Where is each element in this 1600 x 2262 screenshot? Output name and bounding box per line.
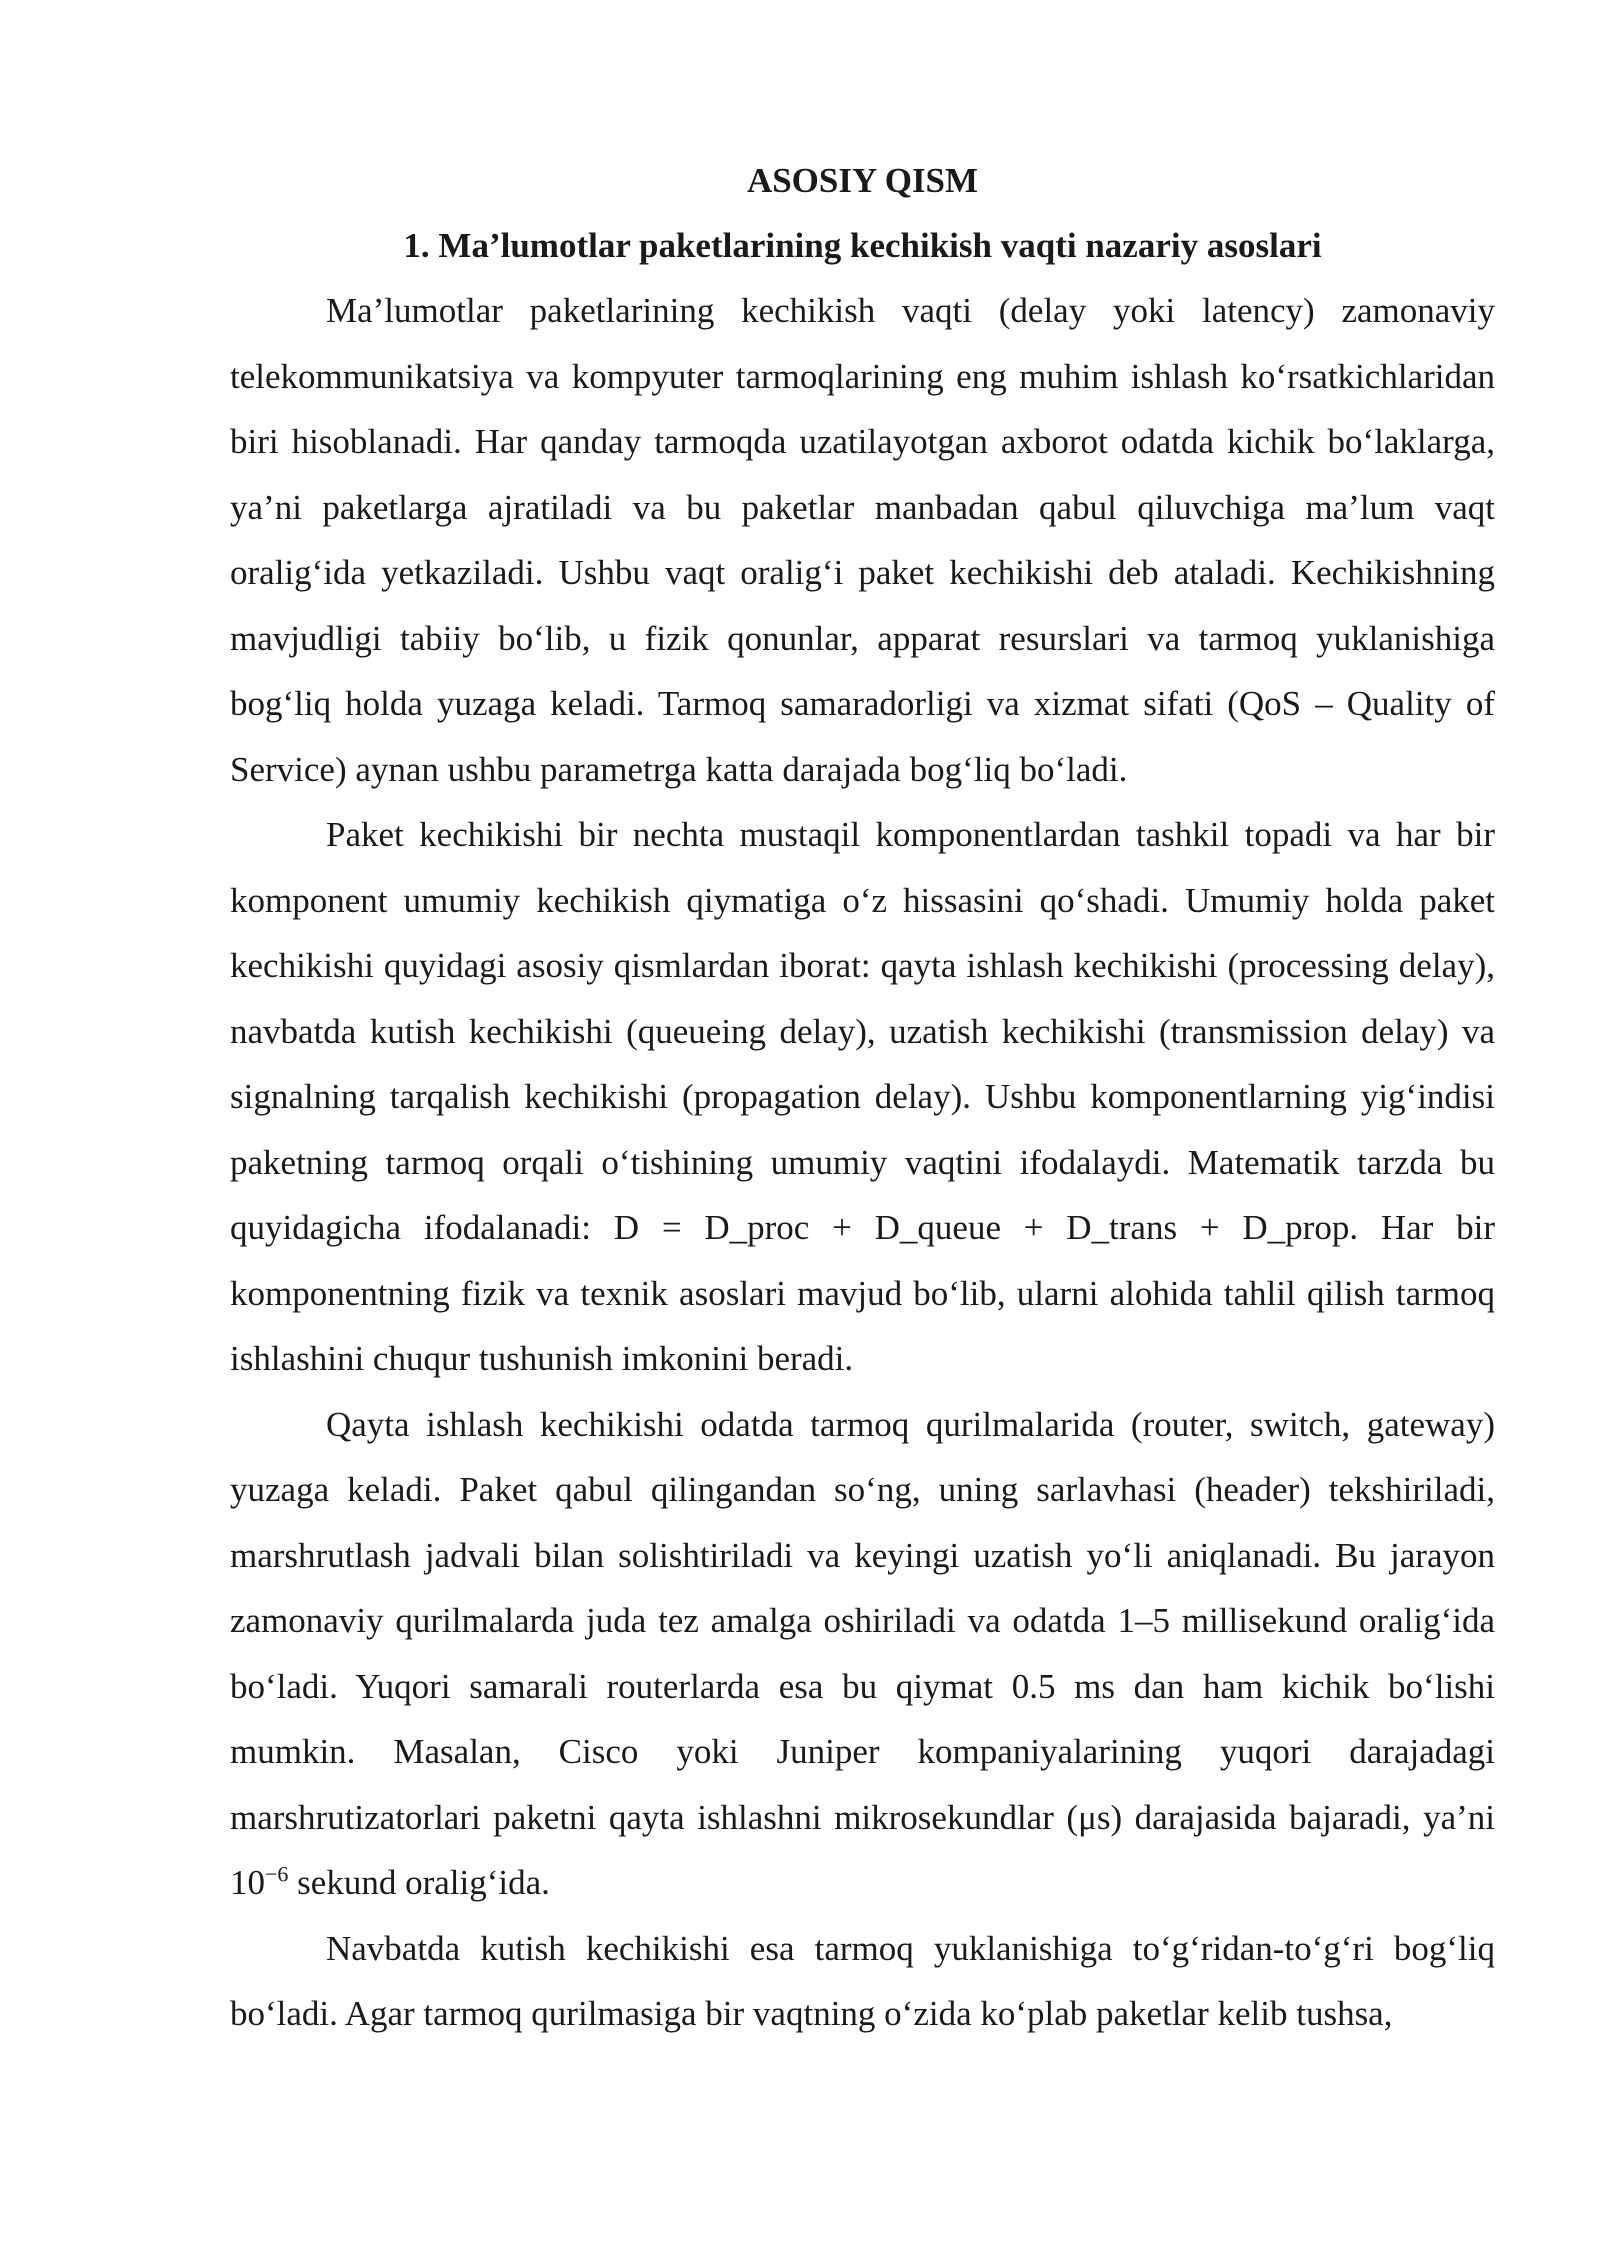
section-heading: 1. Ma’lumotlar paketlarining kechikish vaqti nazariy asoslari bbox=[403, 226, 1322, 265]
paragraph-3 bbox=[230, 1392, 1495, 1916]
paragraph-4: Navbatda kutish kechikishi esa tarmoq yuklanishiga to‘g‘ridan-to‘g‘ri bog‘liq bo‘ladi. Agar tarmoq qurilmasiga bir vaqtning o‘zida ko‘plab paketlar kelib tushsa, bbox=[230, 1928, 1495, 2033]
paragraph-2: Paket kechikishi bir nechta mustaqil komponentlardan tashkil topadi va har bir komponent umumiy kechikish qiymatiga o‘z hissasini qo‘shadi. Umumiy holda paket kechikishi quyidagi asosiy qismlardan iborat: qayta ishlash kechikishi (processing delay), navbatda kutish kechikishi (queueing delay), uzatish kechikishi (transmission delay) va signalning tarqalish kechikishi (propagation delay). Ushbu komponentlarning yig‘indisi paketning tarmoq orqali o‘tishining umumiy vaqtini ifodalaydi. Matematik tarzda bu quyidagicha ifodalanadi: D = D_proc + D_queue + D_trans + D_prop. Har bir komponentning fizik va texnik asoslari mavjud bo‘lib, ularni alohida tahlil qilish tarmoq ishlashini chuqur tushunish imkonini beradi. bbox=[230, 815, 1495, 1378]
document-title: ASOSIY QISM bbox=[746, 161, 979, 200]
paragraph-1: Ma’lumotlar paketlarining kechikish vaqti (delay yoki latency) zamonaviy telekommunikatsiya va kompyuter tarmoqlarining eng muhim ishlash ko‘rsatkichlaridan biri hisoblanadi. Har qanday tarmoqda uzatilayotgan axborot odatda kichik bo‘laklarga, ya’ni paketlarga ajratiladi va bu paketlar manbadan qabul qiluvchiga ma’lum vaqt oralig‘ida yetkaziladi. Ushbu vaqt oralig‘i paket kechikishi deb ataladi. Kechikishning mavjudligi tabiiy bo‘lib, u fizik qonunlar, apparat resurslari va tarmoq yuklanishiga bog‘liq holda yuzaga keladi. Tarmoq samaradorligi va xizmat sifati (QoS – Quality of Service) aynan ushbu parametrga katta darajada bog‘liq bo‘ladi. bbox=[230, 291, 1495, 789]
document-page bbox=[230, 148, 1495, 2047]
paragraph-3-exponent: −6 bbox=[265, 1861, 289, 1887]
paragraph-3-text: Qayta ishlash kechikishi odatda tarmoq qurilmalarida (router, switch, gateway) yuzaga keladi. Paket qabul qilingandan so‘ng, uning sarlavhasi (header) tekshiriladi, marshrutlash jadvali bilan solishtiriladi va keyingi uzatish yo‘li aniqlanadi. Bu jarayon zamonaviy qurilmalarda juda tez amalga oshiriladi va odatda 1–5 millisekund oralig‘ida bo‘ladi. Yuqori samarali routerlarda esa bu qiymat 0.5 ms dan ham kichik bo‘lishi mumkin. Masalan, Cisco yoki Juniper kompaniyalarining yuqori darajadagi marshrutizatorlari paketni qayta ishlashni mikrosekundlar (μs) darajasida bajaradi, ya’ni 10 bbox=[230, 1404, 1495, 1902]
paragraph-3-tail: sekund oralig‘ida. bbox=[288, 1863, 550, 1902]
